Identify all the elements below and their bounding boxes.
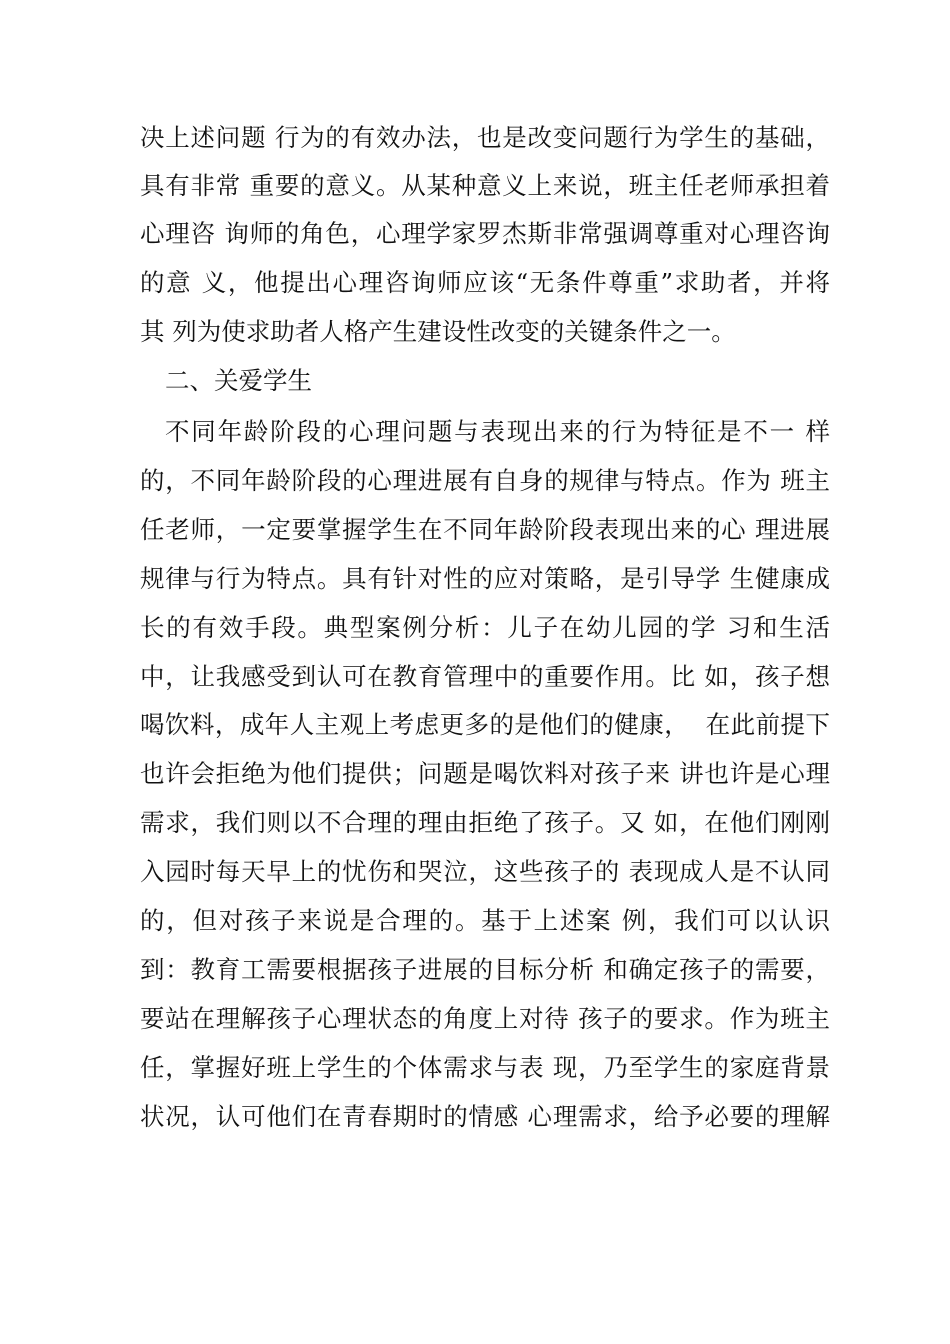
paragraph-2-line-5: 长的有效手段。典型案例分析：儿子在幼儿园的学 习和生活 — [140, 613, 830, 642]
paragraph-2-line-13: 要站在理解孩子心理状态的角度上对待 孩子的要求。作为班主 — [140, 1004, 830, 1033]
paragraph-2-line-14: 任，掌握好班上学生的个体需求与表 现，乃至学生的家庭背景 — [140, 1053, 830, 1082]
section-heading: 二、关爱学生 — [165, 366, 312, 395]
paragraph-1-line-4: 的意 义，他提出心理咨询师应该“无条件尊重”求助者，并将 — [140, 268, 830, 297]
paragraph-2-line-9: 需求，我们则以不合理的理由拒绝了孩子。又 如，在他们刚刚 — [140, 808, 830, 837]
paragraph-2-line-7: 喝饮料，成年人主观上考虑更多的是他们的健康， 在此前提下 — [140, 710, 830, 739]
paragraph-2-line-3: 任老师，一定要掌握学生在不同年龄阶段表现出来的心 理进展 — [140, 515, 830, 544]
paragraph-1-line-5: 其 列为使求助者人格产生建设性改变的关键条件之一。 — [140, 317, 736, 346]
paragraph-1-line-3: 心理咨 询师的角色，心理学家罗杰斯非常强调尊重对心理咨询 — [140, 219, 830, 248]
paragraph-2-line-8: 也许会拒绝为他们提供；问题是喝饮料对孩子来 讲也许是心理 — [140, 759, 830, 788]
paragraph-1-line-1: 决上述问题 行为的有效办法，也是改变问题行为学生的基础， — [140, 123, 830, 152]
paragraph-2-line-11: 的，但对孩子来说是合理的。基于上述案 例，我们可以认识 — [140, 906, 830, 935]
paragraph-2-line-15: 状况，认可他们在青春期时的情感 心理需求，给予必要的理解 — [140, 1102, 830, 1131]
paragraph-2-line-10: 入园时每天早上的忧伤和哭泣，这些孩子的 表现成人是不认同 — [140, 857, 830, 886]
paragraph-2-line-12: 到：教育工需要根据孩子进展的目标分析 和确定孩子的需要， — [140, 955, 830, 984]
paragraph-2-line-1: 不同年龄阶段的心理问题与表现出来的行为特征是不一 样 — [165, 417, 830, 446]
paragraph-1-line-2: 具有非常 重要的意义。从某种意义上来说，班主任老师承担着 — [140, 171, 830, 200]
paragraph-2-line-2: 的，不同年龄阶段的心理进展有自身的规律与特点。作为 班主 — [140, 466, 830, 495]
paragraph-2-line-6: 中，让我感受到认可在教育管理中的重要作用。比 如，孩子想 — [140, 662, 830, 691]
paragraph-2-line-4: 规律与行为特点。具有针对性的应对策略，是引导学 生健康成 — [140, 564, 830, 593]
